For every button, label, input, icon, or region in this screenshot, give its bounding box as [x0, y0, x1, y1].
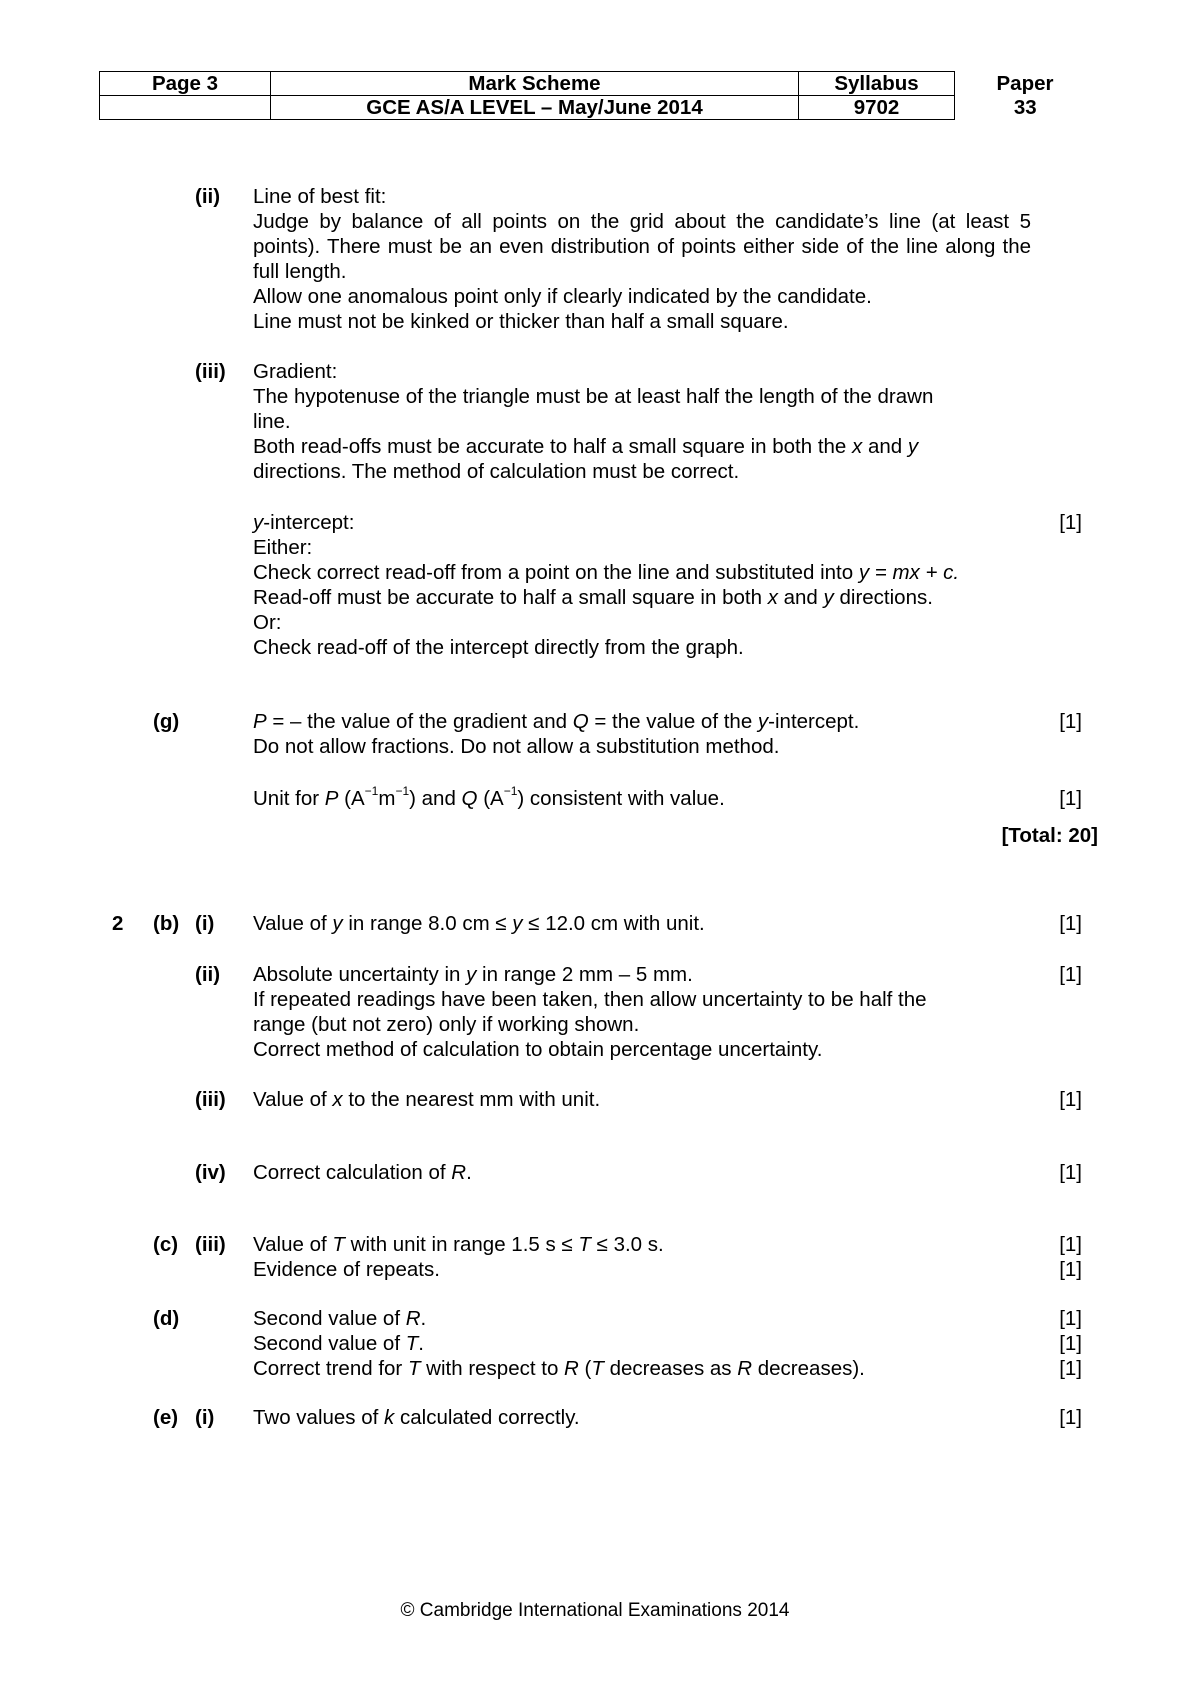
mark-g-1: [1] — [1059, 710, 1082, 733]
b-ii-line4: Correct method of calculation to obtain percentage uncertainty. — [253, 1038, 823, 1061]
part-label-e-i: (i) — [195, 1406, 215, 1429]
readoffs-text-a: Both read-offs must be accurate to half a small square in both the — [253, 435, 853, 458]
var-r: R — [451, 1161, 467, 1184]
d-l3d: decreases as — [603, 1357, 738, 1380]
superscript: −1 — [364, 784, 379, 799]
header-paper-label: Paper — [996, 72, 1054, 95]
part-label-b-iv: (iv) — [195, 1161, 226, 1184]
c-iii-line1 — [253, 1232, 1033, 1257]
readoffs-and: and — [862, 435, 908, 458]
readoff-accuracy-b: directions. — [833, 586, 933, 609]
b-iv-text — [253, 1160, 1033, 1185]
part-g-block — [253, 709, 1033, 759]
e-i-b: calculated correctly. — [394, 1406, 580, 1429]
b-iv-a: Correct calculation of — [253, 1161, 452, 1184]
part-label-b: (b) — [153, 912, 180, 935]
b-ii-line2: If repeated readings have been taken, then allow uncertainty to be half the — [253, 988, 927, 1011]
check-readoff-text — [253, 560, 1033, 585]
var-t: T — [407, 1357, 421, 1380]
b-ii-line3: range (but not zero) only if working shown. — [253, 1013, 640, 1036]
header-paper-number: 33 — [1013, 96, 1037, 119]
d-line1 — [253, 1306, 1033, 1331]
mark-b-i: [1] — [1059, 912, 1082, 935]
intercept-direct-text: Check read-off of the intercept directly from the graph. — [253, 636, 744, 659]
total-marks: [Total: 20] — [1001, 824, 1098, 847]
c-iii-line2: Evidence of repeats. — [253, 1258, 440, 1281]
b-i-a: Value of — [253, 912, 333, 935]
or-text: Or: — [253, 611, 282, 634]
line-of-best-fit-heading: Line of best fit: — [253, 185, 387, 208]
equation-ymxc: y = mx + c. — [858, 561, 960, 584]
gradient-heading: Gradient: — [253, 360, 338, 383]
readoff-accuracy-and: and — [777, 586, 824, 609]
b-i-c: ≤ 12.0 cm with unit. — [522, 912, 705, 935]
no-fractions-text: Do not allow fractions. Do not allow a substitution method. — [253, 735, 780, 758]
p-q-definition — [253, 709, 1033, 734]
either-text: Either: — [253, 536, 313, 559]
part-label-b-iii: (iii) — [195, 1088, 226, 1111]
var-y: y — [757, 710, 769, 733]
var-y: y — [907, 435, 919, 458]
var-y: y — [823, 586, 834, 609]
var-t: T — [578, 1233, 591, 1256]
b-ii-line1 — [253, 962, 1033, 987]
var-y: y — [466, 963, 477, 986]
b-iii-a: Value of — [253, 1088, 333, 1111]
b-ii-a: Absolute uncertainty in — [253, 963, 467, 986]
c-iii-c: ≤ 3.0 s. — [590, 1233, 664, 1256]
part-label-e: (e) — [153, 1406, 179, 1429]
c-iii-b: with unit in range 1.5 s ≤ — [344, 1233, 579, 1256]
header-syllabus-label: Syllabus — [799, 72, 955, 96]
d-line2 — [253, 1331, 1033, 1356]
d-l2b: . — [418, 1332, 424, 1355]
part-label-ii: (ii) — [195, 185, 221, 208]
part-label-iii: (iii) — [195, 360, 226, 383]
mark-c-iii-2: [1] — [1059, 1258, 1082, 1281]
header-page: Page 3 — [100, 72, 271, 96]
unit-text-line — [253, 786, 1033, 811]
header-syllabus-code: 9702 — [799, 96, 955, 120]
var-y: y — [512, 912, 523, 935]
p-q-b: = the value of the — [588, 710, 758, 733]
p-q-c: -intercept. — [768, 710, 860, 733]
var-x: x — [852, 435, 863, 458]
part-label-b-ii: (ii) — [195, 963, 221, 986]
var-x: x — [332, 1088, 343, 1111]
d-l1b: . — [420, 1307, 427, 1330]
readoffs-text — [253, 434, 1033, 459]
mark-e-i: [1] — [1059, 1406, 1082, 1429]
hypotenuse-text: The hypotenuse of the triangle must be at least half the length of the drawn — [253, 385, 934, 408]
b-i-text — [253, 911, 1033, 936]
part-label-c-iii: (iii) — [195, 1233, 226, 1256]
unit-e: ) consistent with value. — [517, 787, 725, 810]
d-l2a: Second value of — [253, 1332, 406, 1355]
anomalous-point-text: Allow one anomalous point only if clearly indicated by the candidate. — [253, 285, 872, 308]
question-number-2: 2 — [112, 912, 124, 935]
b-iii-text — [253, 1087, 1033, 1112]
y-intercept-heading — [253, 510, 1033, 535]
var-r: R — [737, 1357, 753, 1380]
b-iii-b: to the nearest mm with unit. — [342, 1088, 601, 1111]
header-exam: GCE AS/A LEVEL – May/June 2014 — [271, 96, 799, 120]
part-label-b-i: (i) — [195, 912, 215, 935]
method-text: directions. The method of calculation must be correct. — [253, 460, 740, 483]
line-of-best-fit-block — [253, 184, 1031, 334]
y-intercept-heading-text: -intercept: — [263, 511, 355, 534]
mark-c-iii-1: [1] — [1059, 1233, 1082, 1256]
var-r: R — [564, 1357, 579, 1380]
e-i-line — [253, 1405, 1033, 1430]
var-q: Q — [572, 710, 589, 733]
unit-m: m — [378, 787, 396, 810]
d-l3a: Correct trend for — [253, 1357, 408, 1380]
readoff-accuracy-text — [253, 585, 1033, 610]
mark-b-iii: [1] — [1059, 1088, 1082, 1111]
c-iii-block — [253, 1232, 1033, 1282]
line-of-best-fit-para: Judge by balance of all points on the grid about the candidate’s line (at least 5 points). There must be an even distribution of points either side of the line along the full length. — [253, 210, 1031, 283]
unit-d: (A — [477, 787, 504, 810]
mark-g-2: [1] — [1059, 787, 1082, 810]
var-y: y — [332, 912, 343, 935]
d-l3b: with respect to — [420, 1357, 565, 1380]
mark-d-3: [1] — [1059, 1357, 1082, 1380]
unit-text — [253, 786, 1033, 811]
e-i-text — [253, 1405, 1033, 1430]
p-q-a: = – the value of the gradient and — [266, 710, 573, 733]
b-iii-line — [253, 1087, 1033, 1112]
readoff-accuracy-a: Read-off must be accurate to half a small square in both — [253, 586, 768, 609]
mark-d-1: [1] — [1059, 1307, 1082, 1330]
var-p: P — [324, 787, 339, 810]
d-l3c: ( — [578, 1357, 592, 1380]
b-iv-line — [253, 1160, 1033, 1185]
check-readoff-a: Check correct read-off from a point on the line and substituted into — [253, 561, 859, 584]
mark-b-ii: [1] — [1059, 963, 1082, 986]
b-ii-b: in range 2 mm – 5 mm. — [476, 963, 693, 986]
unit-c: ) and — [409, 787, 462, 810]
part-label-c: (c) — [153, 1233, 179, 1256]
unit-b: (A — [338, 787, 365, 810]
c-iii-a: Value of — [253, 1233, 333, 1256]
var-t: T — [332, 1233, 345, 1256]
gradient-block — [253, 359, 1033, 484]
var-q: Q — [461, 787, 478, 810]
y-intercept-block — [253, 510, 1033, 660]
var-y: y — [253, 511, 264, 534]
header-table — [99, 71, 1096, 120]
footer-copyright: © Cambridge International Examinations 2014 — [400, 1600, 790, 1621]
var-p: P — [253, 710, 267, 733]
part-label-g: (g) — [153, 710, 180, 733]
mark-y-intercept: [1] — [1059, 511, 1082, 534]
b-iv-b: . — [466, 1161, 472, 1184]
var-x: x — [767, 586, 778, 609]
part-label-d: (d) — [153, 1307, 180, 1330]
header-mark-scheme: Mark Scheme — [271, 72, 799, 96]
superscript: −1 — [503, 784, 518, 799]
e-i-a: Two values of — [253, 1406, 385, 1429]
d-line3 — [253, 1356, 1033, 1381]
d-l3e: decreases). — [752, 1357, 865, 1380]
hypotenuse-text-cont: line. — [253, 410, 291, 433]
superscript: −1 — [395, 784, 410, 799]
mark-d-2: [1] — [1059, 1332, 1082, 1355]
mark-b-iv: [1] — [1059, 1161, 1082, 1184]
b-ii-block — [253, 962, 1033, 1062]
d-l1a: Second value of — [253, 1307, 406, 1330]
var-t: T — [591, 1357, 604, 1380]
var-k: k — [384, 1406, 395, 1429]
header-empty-cell — [100, 96, 271, 120]
var-t: T — [405, 1332, 419, 1355]
b-i-b: in range 8.0 cm ≤ — [342, 912, 513, 935]
unit-a: Unit for — [253, 787, 325, 810]
var-r: R — [405, 1307, 421, 1330]
d-block — [253, 1306, 1033, 1381]
b-i-line — [253, 911, 1033, 936]
line-kink-text: Line must not be kinked or thicker than half a small square. — [253, 310, 789, 333]
